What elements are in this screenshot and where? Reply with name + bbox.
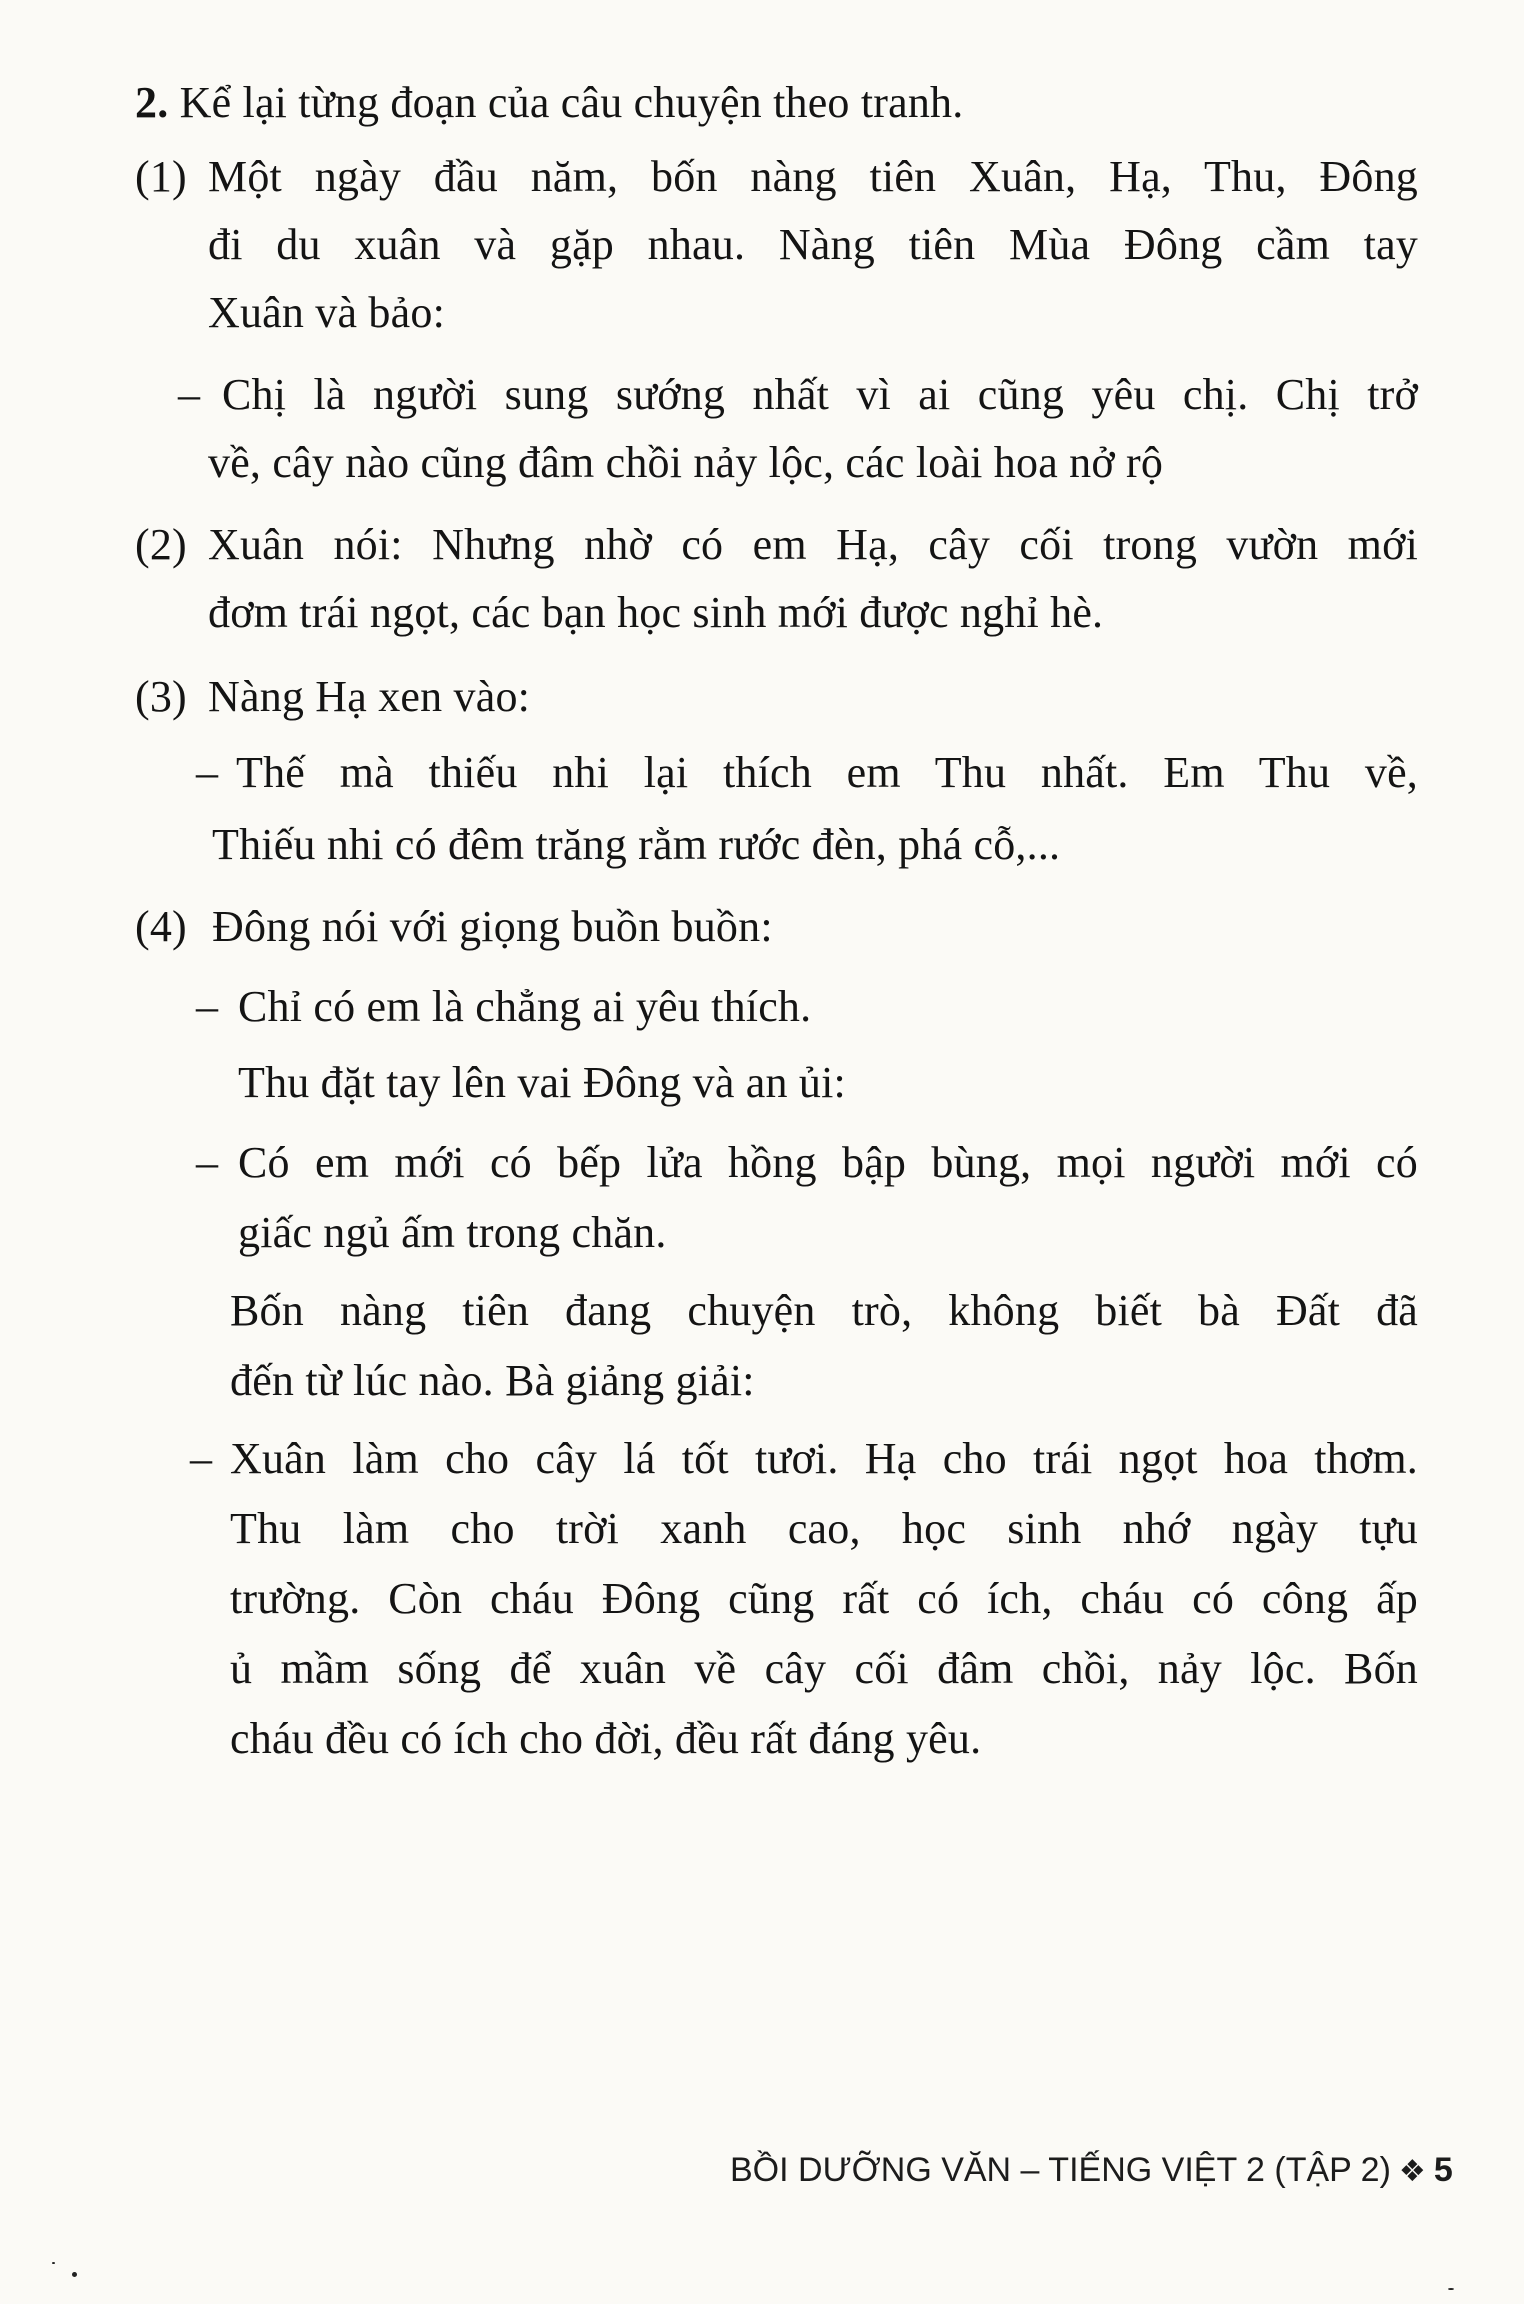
dialogue-3-line-1: Thế mà thiếu nhi lại thích em Thu nhất. Em Thu về, — [236, 748, 1418, 797]
paragraph-marker-1: (1) — [135, 152, 187, 201]
dialogue-dash: – — [190, 1434, 213, 1483]
dialogue-4c-line-3: trường. Còn cháu Đông cũng rất có ích, cháu có công ấp — [230, 1574, 1418, 1623]
page-footer — [730, 2148, 1453, 2194]
narration-4b-line-1: Bốn nàng tiên đang chuyện trò, không biết bà Đất đã — [230, 1286, 1418, 1335]
paragraph-3-line-1: Nàng Hạ xen vào: — [208, 672, 531, 721]
dialogue-4a-line-1: Chỉ có em là chẳng ai yêu thích. — [238, 982, 812, 1031]
dialogue-4c-line-1: Xuân làm cho cây lá tốt tươi. Hạ cho trái ngọt hoa thơm. — [230, 1434, 1418, 1483]
section-number: 2. — [135, 78, 169, 127]
book-title: BỒI DƯỠNG VĂN – TIẾNG VIỆT 2 (TẬP 2) — [730, 2151, 1391, 2189]
paragraph-4-line-1: Đông nói với giọng buồn buồn: — [212, 902, 773, 951]
narration-4b-line-2: đến từ lúc nào. Bà giảng giải: — [230, 1356, 755, 1405]
scan-speck — [72, 2272, 77, 2277]
narration-4a: Thu đặt tay lên vai Đông và an ủi: — [238, 1058, 846, 1107]
dialogue-4b-line-2: giấc ngủ ấm trong chăn. — [238, 1208, 667, 1257]
dialogue-3-line-2: Thiếu nhi có đêm trăng rằm rước đèn, phá cỗ,... — [212, 820, 1061, 869]
paragraph-2-line-1: Xuân nói: Nhưng nhờ có em Hạ, cây cối trong vườn mới — [208, 520, 1418, 569]
scan-speck — [1448, 2288, 1454, 2290]
page-number: 5 — [1433, 2151, 1453, 2189]
section-heading-text: Kể lại từng đoạn của câu chuyện theo tranh. — [179, 78, 964, 127]
paragraph-2-line-2: đơm trái ngọt, các bạn học sinh mới được nghỉ hè. — [208, 588, 1104, 637]
dialogue-4c-line-4: ủ mầm sống để xuân về cây cối đâm chồi, nảy lộc. Bốn — [230, 1644, 1418, 1693]
dialogue-4c-line-2: Thu làm cho trời xanh cao, học sinh nhớ ngày tựu — [230, 1504, 1418, 1553]
paragraph-1-line-1: Một ngày đầu năm, bốn nàng tiên Xuân, Hạ, Thu, Đông — [208, 152, 1418, 201]
dialogue-4c-line-5: cháu đều có ích cho đời, đều rất đáng yêu. — [230, 1714, 982, 1763]
paragraph-marker-2: (2) — [135, 520, 187, 569]
dialogue-dash: – — [196, 982, 219, 1031]
paragraph-marker-4: (4) — [135, 902, 187, 951]
dialogue-1-line-2: về, cây nào cũng đâm chồi nảy lộc, các loài hoa nở rộ — [208, 438, 1164, 487]
paragraph-1-line-3: Xuân và bảo: — [208, 288, 445, 337]
paragraph-marker-3: (3) — [135, 672, 187, 721]
dialogue-4b-line-1: Có em mới có bếp lửa hồng bập bùng, mọi người mới có — [238, 1138, 1418, 1187]
scan-speck — [52, 2262, 55, 2264]
paragraph-1-line-2: đi du xuân và gặp nhau. Nàng tiên Mùa Đông cầm tay — [208, 220, 1418, 269]
dialogue-dash: – — [178, 370, 201, 419]
four-diamond-ornament-icon: ❖ — [1398, 2155, 1426, 2188]
dialogue-1-line-1: Chị là người sung sướng nhất vì ai cũng yêu chị. Chị trở — [222, 370, 1418, 419]
section-heading — [135, 74, 963, 132]
dialogue-dash: – — [196, 748, 219, 797]
dialogue-dash: – — [196, 1138, 219, 1187]
